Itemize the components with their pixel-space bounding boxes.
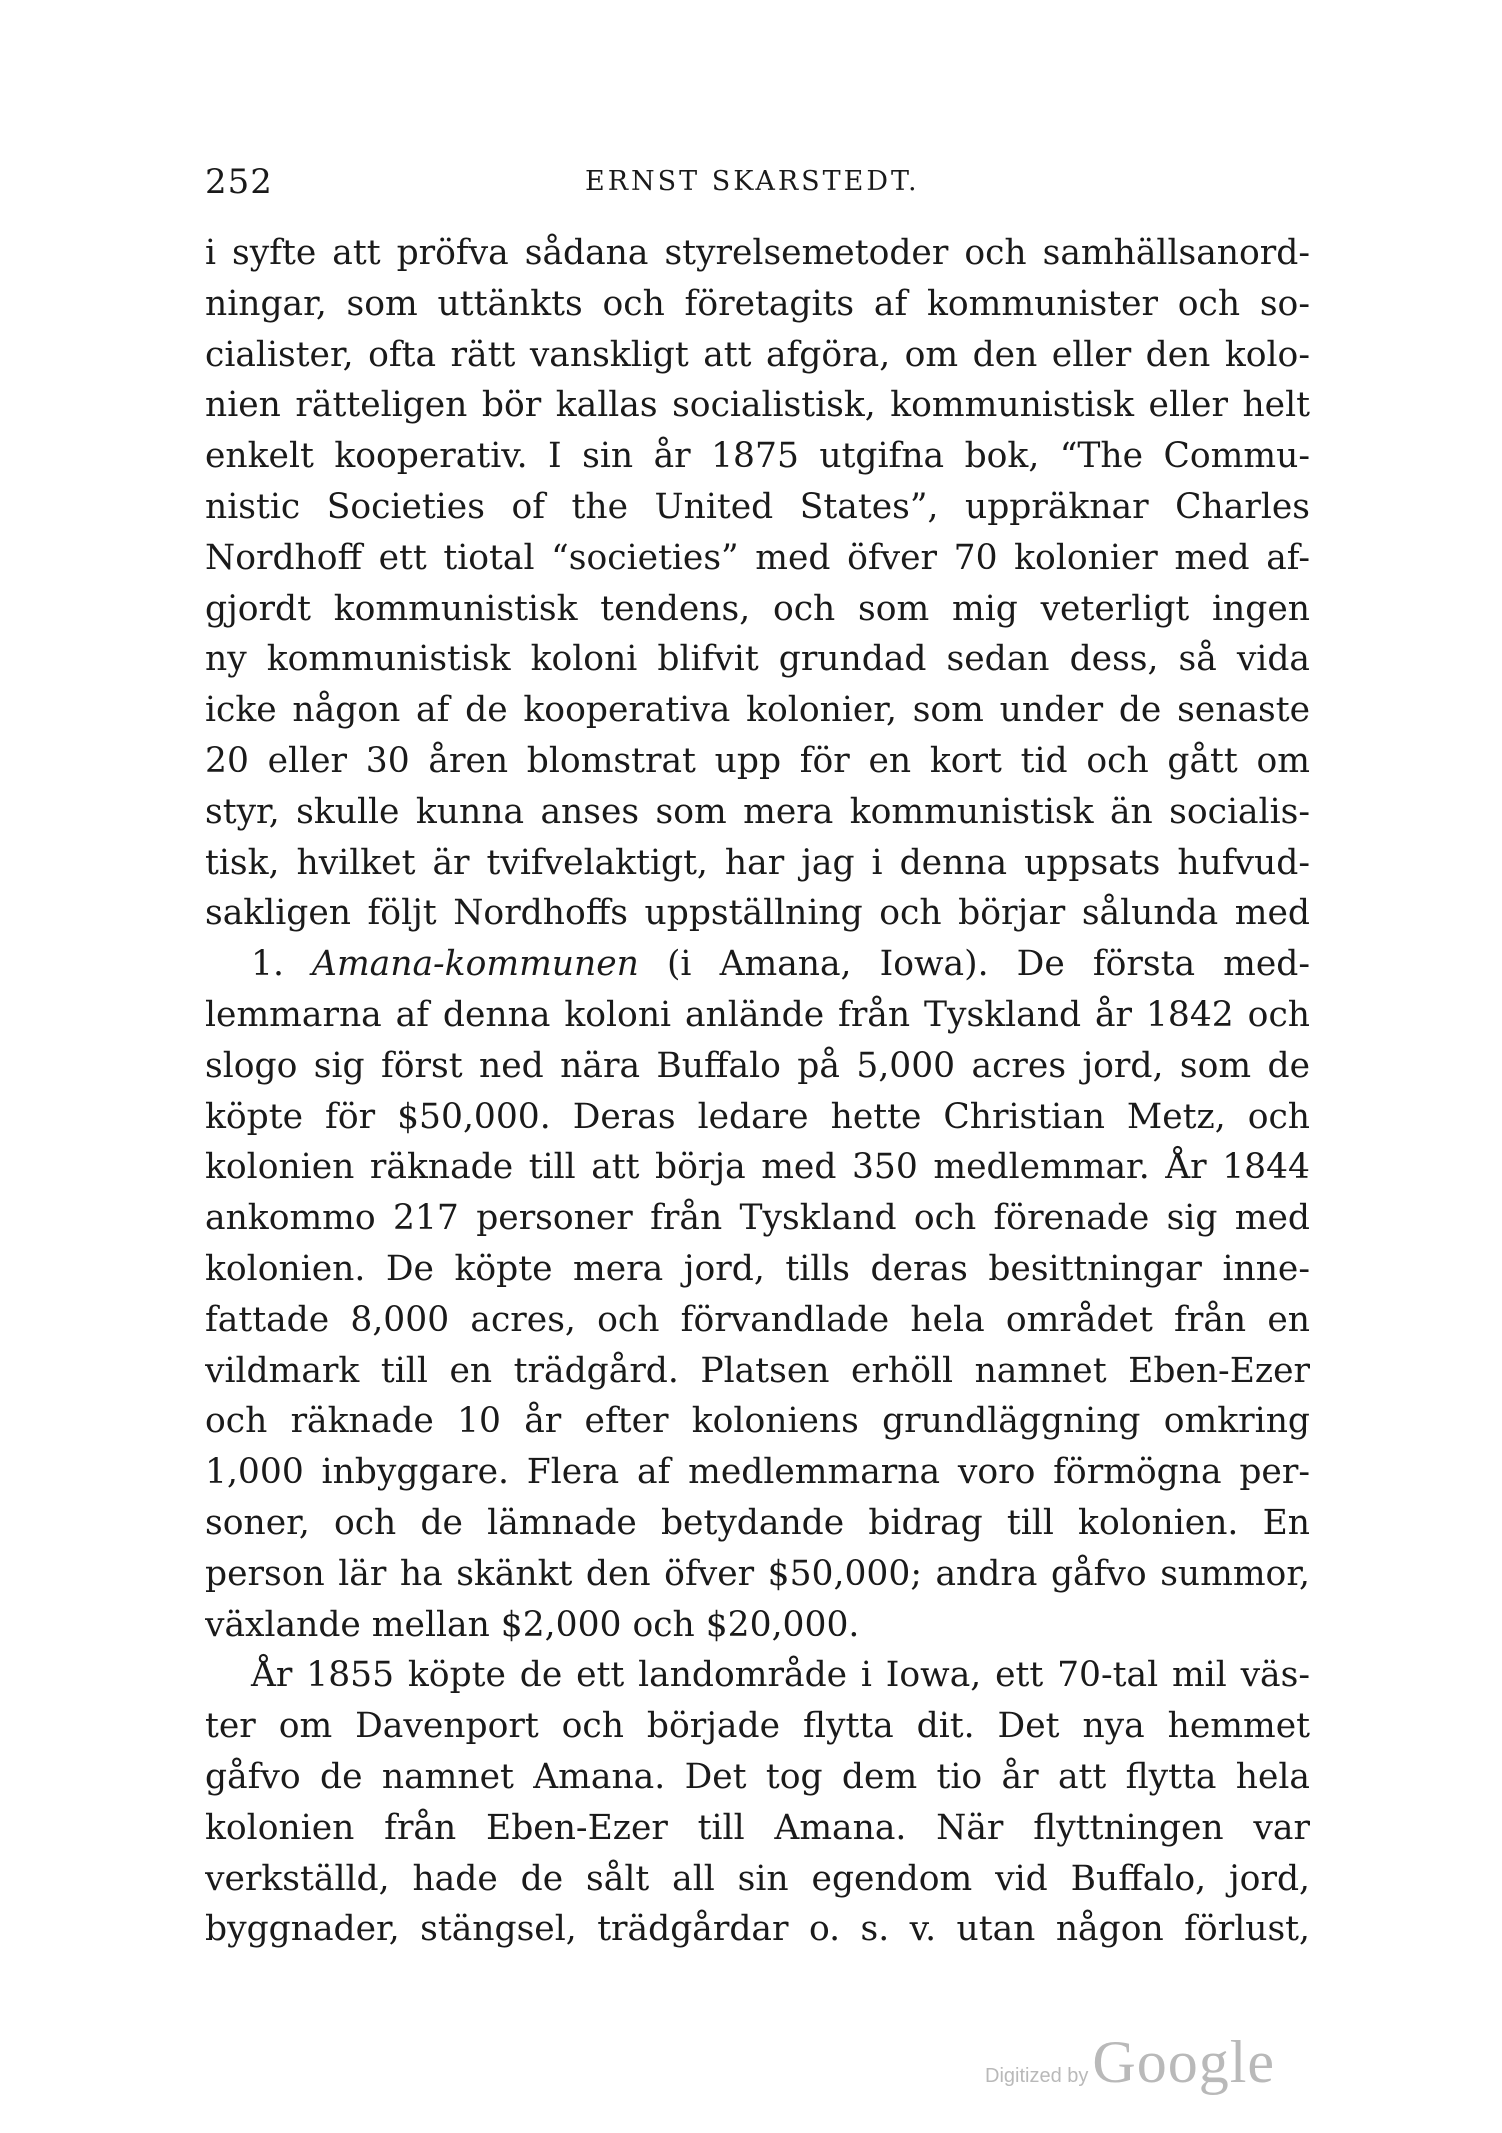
body-line: vildmark till en trädgård. Platsen erhöll namnet Eben-Ezer <box>205 1350 1310 1391</box>
body-line: enkelt kooperativ. I sin år 1875 utgifna bok, “The Commu- <box>205 436 1310 477</box>
body-line: ter om Davenport och började flytta dit. Det nya hemmet <box>205 1706 1310 1747</box>
body-line: nien rätteligen bör kallas socialistisk, kommunistisk eller helt <box>205 385 1310 426</box>
body-line: person lär ha skänkt den öfver $50,000; andra gåfvo summor, <box>205 1553 1310 1594</box>
body-line: lemmarna af denna koloni anlände från Tyskland år 1842 och <box>205 994 1310 1035</box>
body-line: ankommo 217 personer från Tyskland och förenade sig med <box>205 1198 1310 1239</box>
body-line: kolonien från Eben-Ezer till Amana. När flyttningen var <box>205 1807 1310 1848</box>
body-line: tisk, hvilket är tvifvelaktigt, har jag i denna uppsats hufvud- <box>205 842 1310 883</box>
body-line: gjordt kommunistisk tendens, och som mig veterligt ingen <box>205 588 1310 629</box>
section-heading-line <box>205 939 1310 990</box>
body-line: och räknade 10 år efter koloniens grundläggning omkring <box>205 1401 1310 1442</box>
body-line: styr, skulle kunna anses som mera kommunistisk än socialis- <box>205 791 1310 832</box>
body-line: kolonien. De köpte mera jord, tills deras besittningar inne- <box>205 1248 1310 1289</box>
body-line: ningar, som uttänkts och företagits af kommunister och so- <box>205 283 1310 324</box>
page-number: 252 <box>205 162 273 202</box>
digitized-by-google-watermark <box>985 2028 1276 2095</box>
body-line: verkställd, hade de sålt all sin egendom vid Buffalo, jord, <box>205 1858 1310 1899</box>
body-line: i syfte att pröfva sådana styrelsemetoder och samhällsanord- <box>205 233 1310 273</box>
body-line: kolonien räknade till att börja med 350 medlemmar. År 1844 <box>205 1147 1310 1188</box>
body-line: Nordhoff ett tiotal “societies” med öfver 70 kolonier med af- <box>205 537 1310 578</box>
body-line: byggnader, stängsel, trädgårdar o. s. v. utan någon förlust, <box>205 1909 1310 1950</box>
section-number: 1. <box>251 944 284 985</box>
body-line: fattade 8,000 acres, och förvandlade hela området från en <box>205 1299 1310 1340</box>
watermark-prefix: Digitized by <box>985 2065 1089 2087</box>
page-body <box>205 228 1310 1955</box>
section-first-line-rest: (i Amana, Iowa). De första med- <box>666 944 1310 985</box>
body-line: gåfvo de namnet Amana. Det tog dem tio år att flytta hela <box>205 1756 1310 1797</box>
body-line: 20 eller 30 åren blomstrat upp för en kort tid och gått om <box>205 740 1310 781</box>
section-title: Amana-kommunen <box>312 944 639 985</box>
body-line: 1,000 inbyggare. Flera af medlemmarna voro förmögna per- <box>205 1452 1310 1493</box>
body-line: nistic Societies of the United States”, uppräknar Charles <box>205 486 1310 527</box>
body-line: soner, och de lämnade betydande bidrag till kolonien. En <box>205 1502 1310 1543</box>
body-line: slogo sig först ned nära Buffalo på 5,000 acres jord, som de <box>205 1045 1310 1086</box>
body-line: sakligen följt Nordhoffs uppställning och börjar sålunda med <box>205 893 1310 934</box>
running-title: ERNST SKARSTEDT. <box>585 166 920 197</box>
body-line: ny kommunistisk koloni blifvit grundad sedan dess, så vida <box>205 639 1310 680</box>
body-line: växlande mellan $2,000 och $20,000. <box>205 1604 860 1645</box>
google-logo: Google <box>1092 2029 1276 2095</box>
body-line: icke någon af de kooperativa kolonier, som under de senaste <box>205 690 1310 731</box>
paragraph-first-line: År 1855 köpte de ett landområde i Iowa, ett 70-tal mil väs- <box>251 1655 1310 1696</box>
page-header <box>205 162 1315 202</box>
body-line: köpte för $50,000. Deras ledare hette Christian Metz, och <box>205 1096 1310 1137</box>
body-line: cialister, ofta rätt vanskligt att afgöra, om den eller den kolo- <box>205 334 1310 375</box>
